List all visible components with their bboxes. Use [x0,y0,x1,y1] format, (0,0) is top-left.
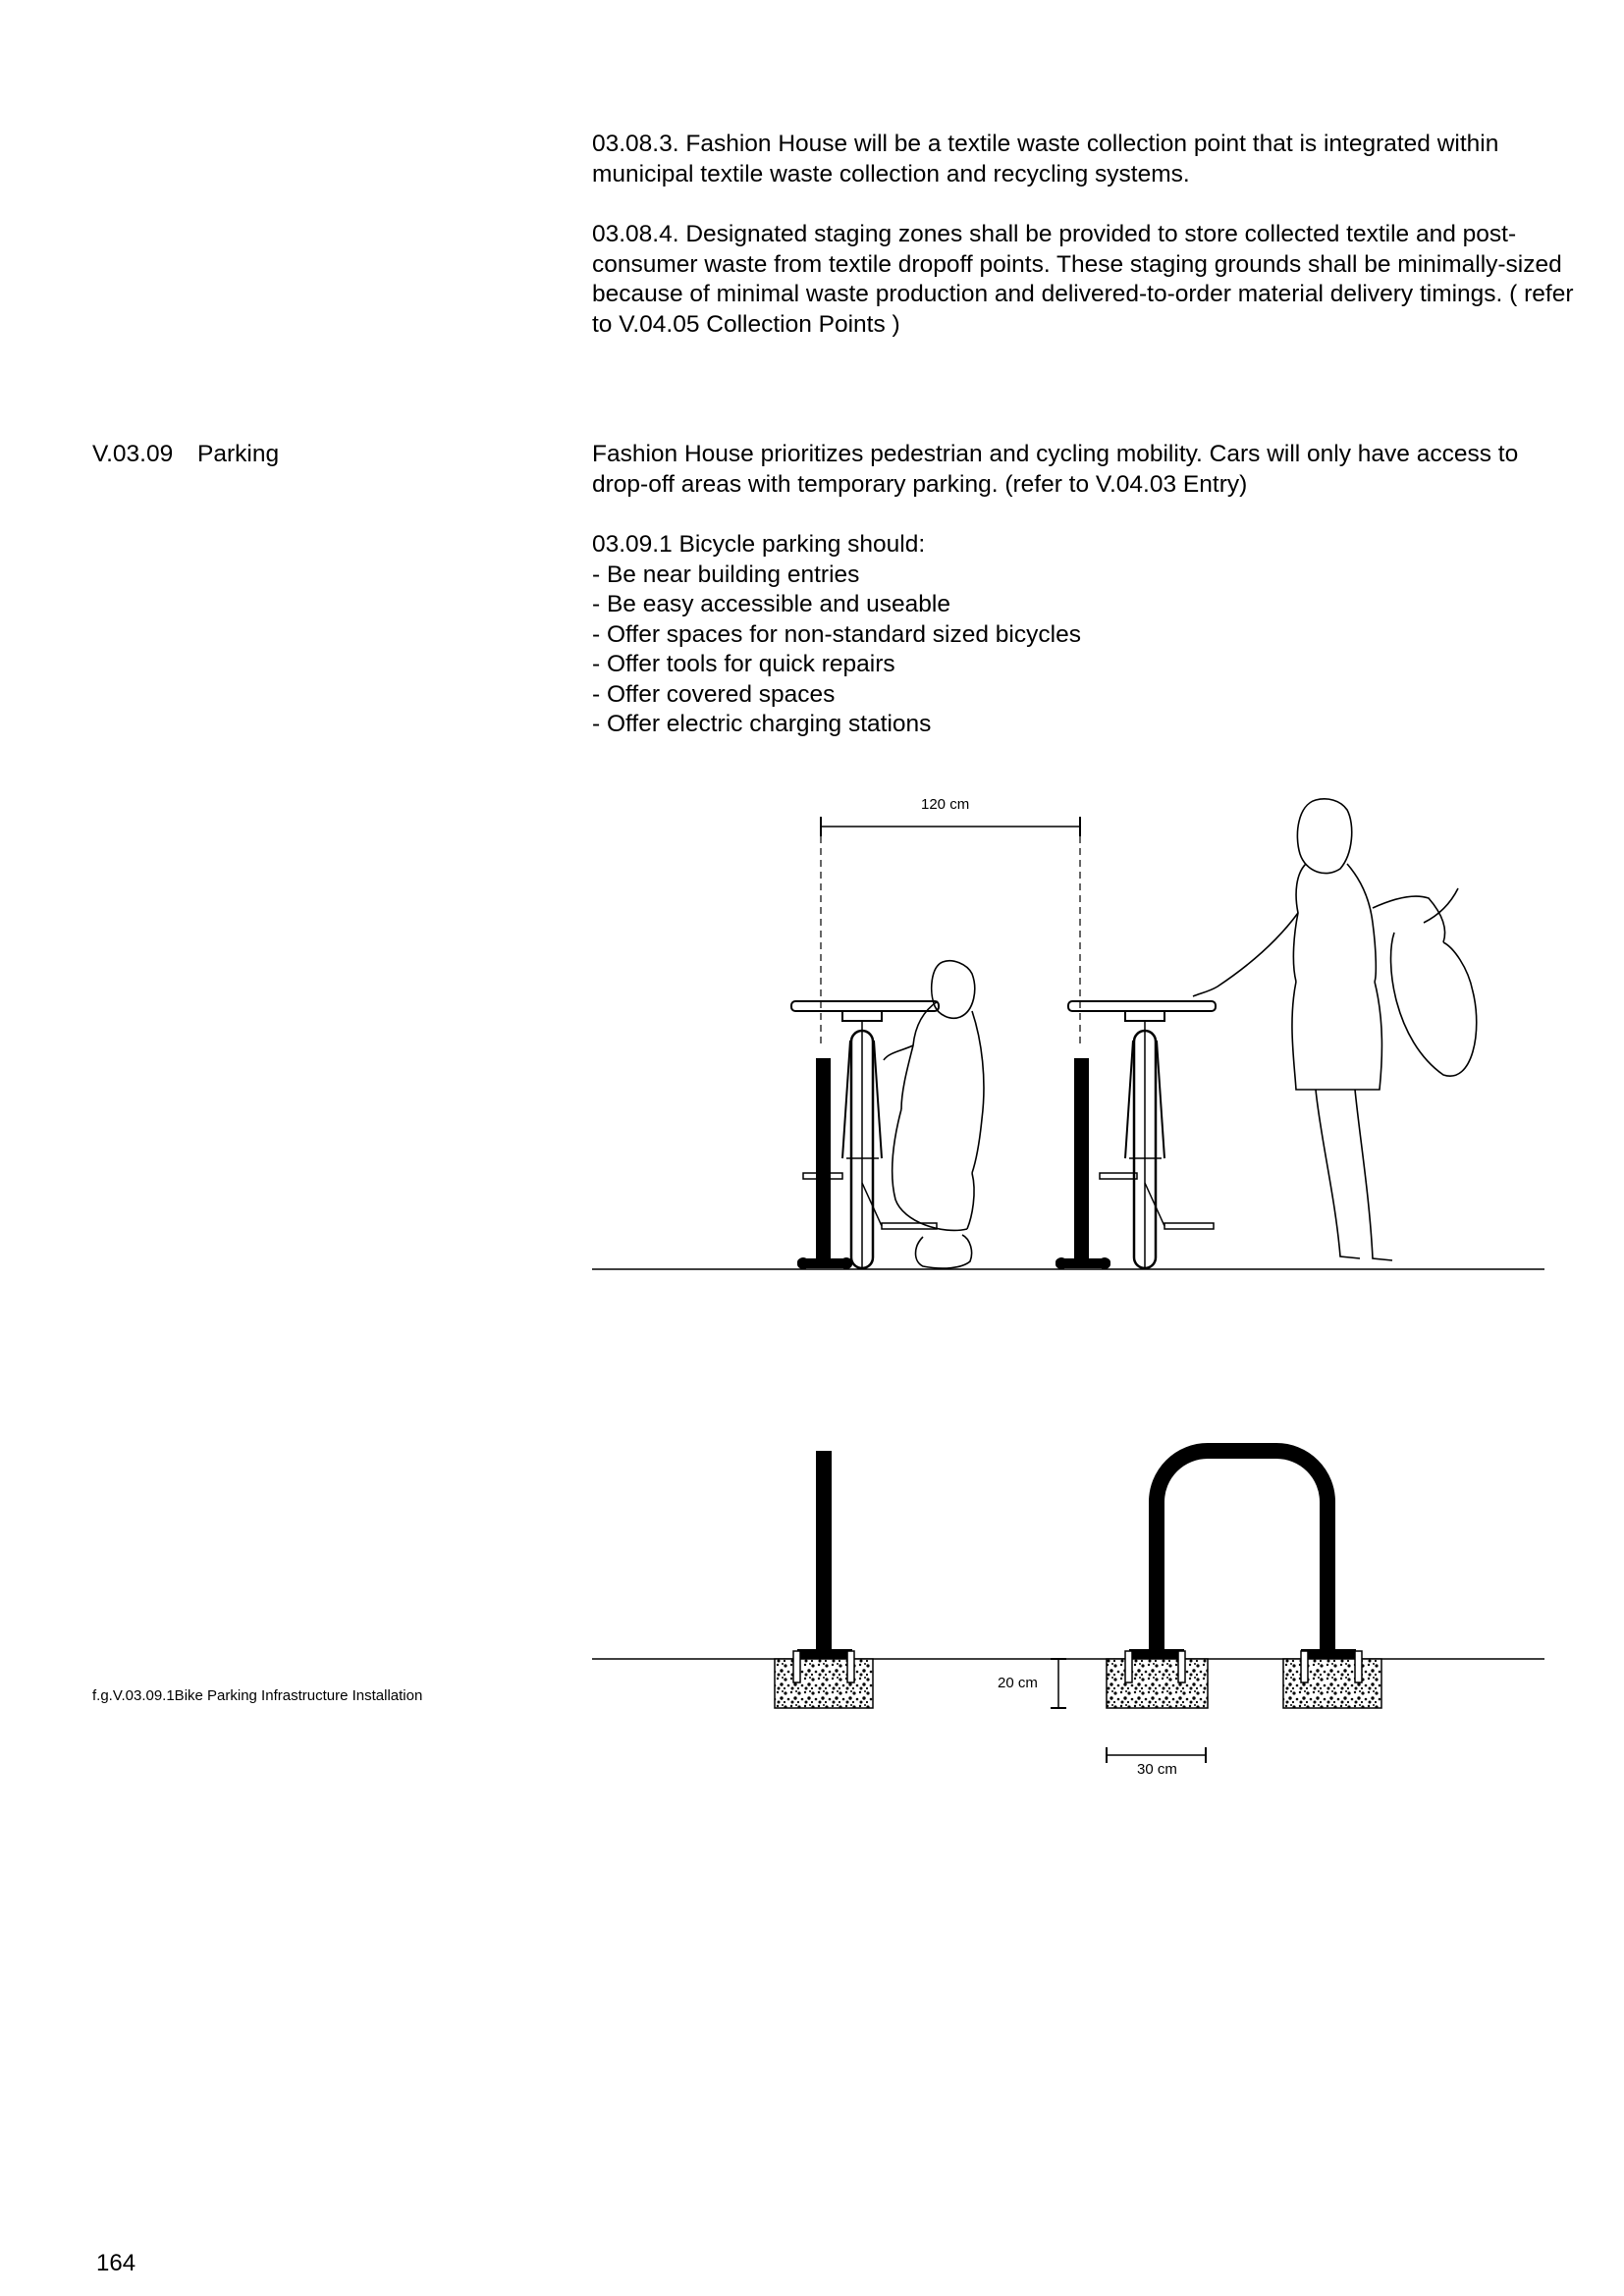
page-number: 164 [96,2250,136,2276]
dimension-label-20cm: 20 cm [998,1675,1038,1691]
section-code: V.03.09 [92,441,174,467]
hoop-rack [1107,1451,1381,1708]
paragraph-03-08-3: 03.08.3. Fashion House will be a textile waste collection point that is integrated within municipal textile waste collection and recycling systems. [592,131,1499,187]
list-item: - Be near building entries [592,561,860,588]
dimension-label-30cm: 30 cm [1137,1761,1177,1778]
dimension-label-120cm: 120 cm [921,796,970,813]
bollard-post [775,1451,873,1708]
list-item: - Offer tools for quick repairs [592,651,895,677]
paragraph-03-08-4: 03.08.4. Designated staging zones shall be provided to store collected textile and post-consumer waste from textile dropoff points. These staging grounds shall be minimally-sized because of minimal waste production and delivered-to-order material delivery timings. ( refer to V.04.05 Collection Points ) [592,221,1574,338]
bike-rack-left [791,1001,939,1269]
standing-person-figure [1193,799,1477,1260]
dimension-20cm [1051,1659,1066,1708]
list-item: - Offer spaces for non-standard sized bicycles [592,620,1081,648]
dimension-120cm [821,817,1080,1048]
parking-intro: Fashion House prioritizes pedestrian and cycling mobility. Cars will only have access to drop-off areas with temporary parking. (refer to V.04.03 Entry) [592,441,1519,498]
list-item: - Offer electric charging stations [592,711,932,737]
section-title: Parking [197,441,280,467]
bicycle-list-heading: 03.09.1 Bicycle parking should: [592,531,926,558]
figure-caption: f.g.V.03.09.1Bike Parking Infrastructure Installation [92,1687,423,1704]
crouching-person-figure [884,961,984,1268]
list-item: - Offer covered spaces [592,680,836,708]
list-item: - Be easy accessible and useable [592,591,950,617]
